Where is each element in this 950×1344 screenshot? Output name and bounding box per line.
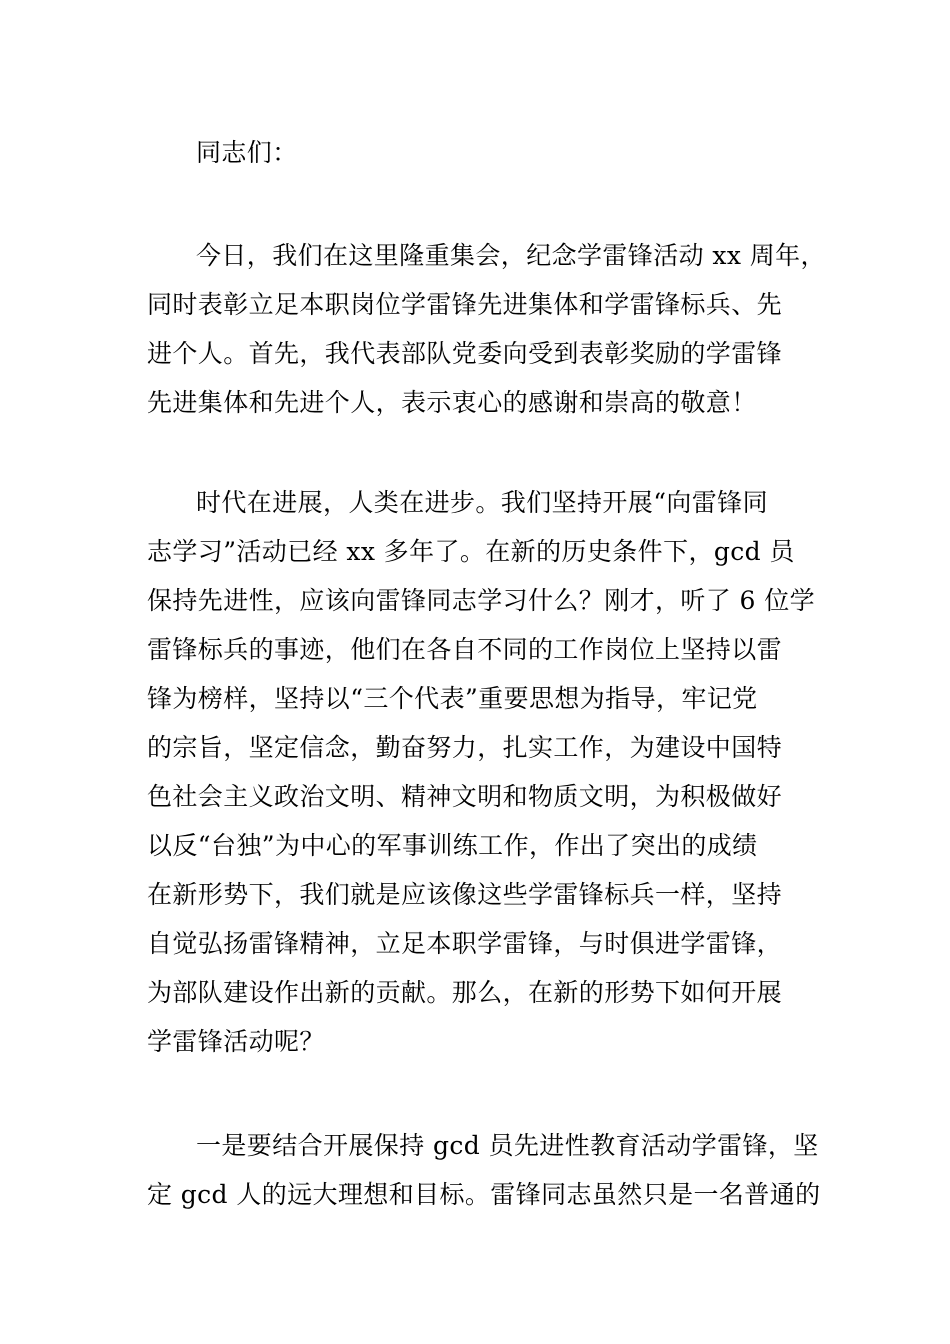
paragraph-line: 的宗旨，坚定信念，勤奋努力，扎实工作，为建设中国特 [147,733,783,762]
paragraph-line: 在新形势下，我们就是应该像这些学雷锋标兵一样，坚持 [147,880,783,909]
paragraph-line: 自觉弘扬雷锋精神，立足本职学雷锋，与时俱进学雷锋， [147,929,783,958]
paragraph-line: 定 gcd 人的远大理想和目标。雷锋同志虽然只是一名普通的 [147,1180,821,1209]
paragraph-line: 学雷锋活动呢？ [147,1027,325,1056]
paragraph-line: 进个人。首先，我代表部队党委向受到表彰奖励的学雷锋 [147,339,783,368]
paragraph-line: 今日，我们在这里隆重集会，纪念学雷锋活动 xx 周年， [196,241,826,270]
paragraph-line: 保持先进性，应该向雷锋同志学习什么？刚才，听了 6 位学 [147,586,816,615]
paragraph-line: 时代在进展，人类在进步。我们坚持开展“向雷锋同 [196,488,768,517]
paragraph-line: 先进集体和先进个人，表示衷心的感谢和崇高的敬意！ [147,388,757,417]
paragraph-line: 锋为榜样，坚持以“三个代表”重要思想为指导，牢记党 [147,684,758,713]
paragraph-line: 雷锋标兵的事迹，他们在各自不同的工作岗位上坚持以雷 [147,635,783,664]
greeting: 同志们： [196,138,298,167]
paragraph-line: 一是要结合开展保持 gcd 员先进性教育活动学雷锋，坚 [196,1131,819,1160]
paragraph-line: 志学习”活动已经 xx 多年了。在新的历史条件下，gcd 员 [147,537,795,566]
paragraph-line: 同时表彰立足本职岗位学雷锋先进集体和学雷锋标兵、先 [147,290,783,319]
paragraph-line: 为部队建设作出新的贡献。那么，在新的形势下如何开展 [147,978,783,1007]
paragraph-line: 色社会主义政治文明、精神文明和物质文明，为积极做好 [147,782,783,811]
paragraph-line: 以反“台独”为中心的军事训练工作，作出了突出的成绩 [147,831,758,860]
